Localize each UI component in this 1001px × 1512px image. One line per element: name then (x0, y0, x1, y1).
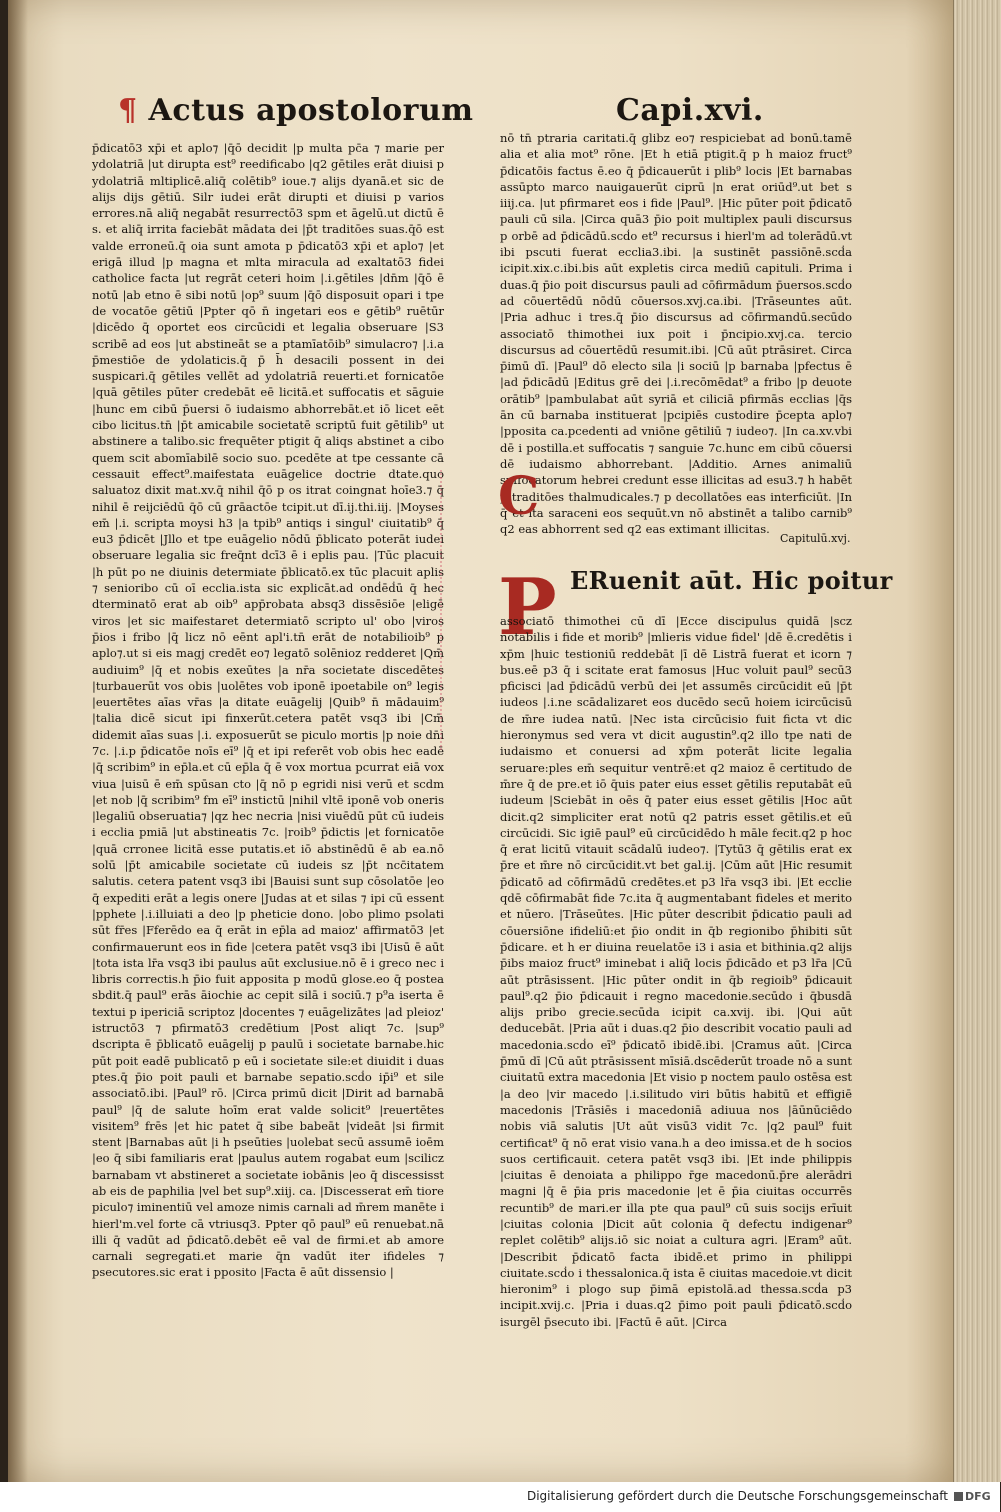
left-text-column: p̄dicatō3 xp̄i et aplo⁊ |q̄ō decidit |p multa pc̄a ⁊ marie per ydolatriā |ut dirupta est⁹ reedificabo |q2 gētiles erāt diuisi p ydolatriā mltiplicē.aliq̄ colētib⁹ ioue.⁊ alijs dyanā.et sic de alijs dijs gētiū. Silr iudei erāt dirupti et diuisi p varios errores.nā aliq̄ negabāt resurrectō3 spm et āgelū.ut dictū ē s. et aliq̄ irrita faciebāt mādata dei |p̄t traditōes suas.q̄ō est valde erroneū.q̄ oia sunt amota p p̄dicatō3 xp̄i et aplo⁊ |et erigā illud |p magna et mlta miracula ad exaltatō3 fidei catholice facta |ut regrāt ceteri hoim |.i.gētiles |dn̄m |q̄ō ē notū |ab etno ē sibi notū |op⁹ suum |q̄ō disposuit opari i tpe de vocatōe gētiū |Ppter qō n̄ ingetari eos e gētib⁹ ruētūr |dicēdo q̄ oportet eos circūcidi et legalia obseruare |S3 scribē ad eos |ut abstineāt se a ptamīatōib⁹ simulacro⁊ |.i.a p̄mestiōe de ydolaticis.q̄ p̄ h̄ desacili possent in dei suspicari.q̄ gētiles vellēt ad ydolatriā reuerti.et fornicatōe |quā gētiles pūter credebāt eē licitā.et suffocatis et sāguie |hunc em cibū p̄uersi ō iudaismo abhorrebāt.et iō licet eēt cibo licitus.tn̄ |p̄t amicabile societatē scriptū fuit gētilib⁹ ut abstinere a talibo.sic frequēter ptigit q̄ aliqs abstinet a cibo quem scit abomīabilē socio suo. pcedēte at tpe cessante cā cessauit effect⁹.maifestata euāgelice doctrie dtate.quo saluatoz dixit mat.xv.q̄ nihil q̄ō p os itrat coingnat hoīe3.⁊ q̄ nihil ē reijciēdū q̄ō cū grāactōe tcipit.ut dī.ij.thi.iij. |Moyses em̄ |.i. scripta moysi h3 |a tpib⁹ antiqs i singul' ciuitatib⁹ q̄ eu3 p̄dicēt |Jllo et tpe euāgelio nōdū p̄blicato poterāt iudei obseruare legalia sic freq̄nt dcī3 ē i eplis pau. |Tūc placuit |h pūt po ne diuinis determiate p̄blicatō.ex tūc placuit aplis ⁊ senioribo cū oī ecclia.ista sic explicāt.ad onḋēḋū q̄ hec dterminatō erat ab oib⁹ app̄robata absq3 dissēsiōe |eligē viros |et sic maifestaret determiatō scripto ul' obo |viros p̄ios i fribo |q̄ licz nō eēnt apl'i.tn̄ erāt de notabilioib⁹ p aplo⁊.ut si eis magj credēt eo⁊ legatō solēnioz redderet |Qm̄ audiuim⁹ |q̄ et nobis exeūtes |a nr̄a societate discedētes |turbauerūt vos obis |uolētes vob iponē ipoetabile on⁹ legis |euertētes aīas vr̄as |a ditate euāgelij |Quib⁹ n̄ mādauim⁹ |talia dicē sicut ipi finxerūt.cetera patēt vsq3 ibi |Cm̄ didemit aīas suas |.i. exposuerūt se piculo mortis |p noie dn̄i 7c. |.i.p p̄dicatōe noīs eī⁹ |q̄ et ipi referēt vob obis hec eadē |q̄ scribim⁹ in ep̄la.et cū ep̄la q̄ ē vox mortua pcurrat eiā vox viua |uisū ē em̄ spūsan cto |q̄ nō p egridi nisi verū et scdm |et nob |q̄ scribim⁹ fm eī⁹ instictū |nihil vltē iponē vob oneris |legaliū obseruatia⁊ |qz hec necria |nisi viuēdū pūt cū iudeis i ecclia pmiā |ut abstineatis 7c. |roib⁹ p̄dictis |et fornicatōe |quā crronee licitā esse putatis.et iō abstinēdū ē ab ea.nō solū |p̄t amicabile societate cū iudeis sz |p̄t ncc̄itatem salutis. cetera patent vsq3 ibi |Bauisi sunt sup cōsolatōe |eo q̄ expediti erāt a legis onere |Judas at et silas ⁊ ipi cū essent |pphete |.i.illuiati a deo |p pheticie dono. |obo plimo psolati sūt fr̄es |Fferēdo ea q̄ erāt in ep̄la ad maioz' affirmatō3 |et confirmauerunt eos in fide |cetera patēt vsq3 ibi |Uisū ē aūt |tota ista lr̄a vsq3 ibi paulus aūt exclusiue.nō ē i greco nec i libris correctis.h p̄io fuit apposita p modū glose.eo q̄ postea sbdit.q̄ paul⁹ erās āiochie ac cepit silā i sociū.⁊ p⁹a iserta ē textui p ipericiā scriptoz |docentes ⁊ euāgelizātes |ad pleioz' istructō3 ⁊ pfirmatō3 credētium |Post aliqt 7c. |sup⁹ dscripta ē p̄blicatō euāgelij p paulū i societate barnabe.hic pūt poit eadē publicatō p eū i societate sile:et diuidit i duas ptes.q̄ p̄io poit pauli et barnabe sepatio.scḋo ip̄i⁹ et sile associatō.ibi. |Paul⁹ rō. |Circa primū dicit |Dirit ad barnabā paul⁹ |q̄ de salute hoīm erat valde solicit⁹ |reuertētes visitem⁹ frēs |et hic patet q̄ sibe babeāt |videāt |si firmit stent |Barnabas aūt |i h pseūties |uolebat secū assumē ioēm |eo q̄ sibi familiaris erat |paulus autem rogabat eum |scilicz barnabam vt abstineret a societate iobānis |eo q̄ discessisst ab eis de paphilia |vel bet sup⁹.xiij. ca. |Discesserat em̄ tiore piculo⁊ iminentiū vel amoze nimis carnali ad m̄rem manēte i hierl'm.vel forte cā vtriusq3. Ppter qō paul⁹ eū renuebat.nā illi q̄ vadūt ad p̄dicatō.debēt eē val de firmi.et ab amore carnali segregati.et marie q̄n vadūt iter ifideles ⁊ psecutores.sic erat i pposito |Facta ē aūt dissensio | (92, 141, 444, 1280)
show-through-heading (98, 58, 378, 90)
running-head-right: Capi.xvi. (616, 93, 764, 128)
footer-credit: Digitalisierung gefördert durch die Deutsche Forschungsgemeinschaft (526, 1489, 948, 1503)
red-ink-trace (440, 470, 482, 750)
decorated-initial-a: C (498, 466, 540, 527)
dfg-logo-icon (954, 1488, 994, 1505)
digitization-footer (0, 1482, 1000, 1512)
section-title: ERuenit aūt. Hic poitur (570, 566, 893, 595)
decorated-initial-p: P (498, 562, 557, 653)
right-text-column-top: nō tn̄ ptraria caritati.q̄ glibz eo⁊ respiciebat ad bonū.tamē alia et alia mot⁹ rōne. |Et h etiā ptigit.q̄ p h maioz fruct⁹ p̄dicatōis factus ē.eo q̄ p̄dicauerūt i plib⁹ locis |Et barnabas assūpto marco nauigauerūt ciprū |n erat oriūd⁹.ut bet s iiij.ca. |ut pfirmaret eos i fide |Paul⁹. |Hic pūter poit p̄dicatō pauli cū sila. |Circa quā3 p̄io poit multiplex pauli discursus p orbē ad p̄dicādū.scḋo et⁹ recursus i hierl'm ad tolerādū.vt ibi pscuti fuerat ecclia3.ibi. |a sustinēt passiōnē.scḋa icipit.xix.c.ibi.bis aūt expletis circa mediū capituli. Prima i duas.q̄ p̄io poit discursus pauli ad cōfirmādum p̄uersos.scḋo ad cōuertēdū nōdū cōuersos.xvj.ca.ibi. |Trāseuntes aūt. |Pria adhuc i tres.q̄ p̄io discursus ad cōfirmandū.secūdo associatō thimothei iux poit i p̄ncipio.xvj.ca. tercio discursus ad cōuertēdū resumit.ibi. |Cū aūt ptrāsiret. Circa p̄imū dī. |Paul⁹ dō electo sila |i sociū |p barnaba |pfectus ē |ad p̄dicādū |Editus grē dei |.i.recōmēdat⁹ a fribo |p deuote orātib⁹ |pambulabat aūt syriā et ciliciā pfirmās ecclias |q̄s ān cū barnaba instituerat |pcipiēs custodire p̄cepta aplo⁊ |pposita ca.pcedenti ad vniōne gētiliū ⁊ iudeo⁊. |In ca.xv.vbi dē i postilla.et suffocatis ⁊ sanguie 7c.hunc em cibū cōuersi dē iudaismo abhorrebant. |Additio. Arnes animaliū suffocatorum hebrei credunt esse illicitas ad esu3.⁊ h habēt p traditōes thalmudicales.⁊ p decollatōes eas interficiūt. |In q̄ et ita saraceni eos sequūt.vn nō abstinēt a talibo carnib⁹ q2 eas abhorrent sed q2 eas extimant illicitas. (500, 131, 852, 537)
page-edges (953, 0, 1001, 1482)
spine-shadow (8, 0, 28, 1482)
chapter-tag: Capitulū.xvj. (780, 532, 851, 545)
right-text-column-bottom: associatō thimothei cū dī |Ecce discipulus quidā |scz notabilis i fide et morib⁹ |mlieris vidue fidel' |dē ē.credētis i xp̄m |huic testioniū reddebāt |ī dē Listrā fuerat et icorn ⁊ bus.eē p3 q̄ i scitate erat famosus |Huc voluit paul⁹ secū3 pficisci |ad p̄dicādū verbū dei |et assumēs circūcidit eū |p̄t iudeos |.i.ne scādalizaret eos ducēdo secū hoiem icircūcisū de m̄re iudea natū. |Nec ista circūcisio fuit ficta vt dic hieronymus sed vera vt dicit augustin⁹.q2 illo tpe nati de iudaismo et conuersi ad xp̄m poterāt licite legalia seruare:ples em̄ sequitur ventrē:et q2 maioz ē certitudo de m̄re q̄ de pre.et iō q̄uis pater eius esset gētilis reputabāt eū iudeum |Sciebāt in oēs q̄ pater eius esset gētilis |Hoc aūt dicit.q2 simpliciter erat notū q2 patris esset gētilis.et eū circūcidi. Sic igiē paul⁹ eū circūcidēdo h māle fecit.q2 p hoc q̄ erat licitū vitauit scādalū iudeo⁊. |Tytū3 q̄ gētilis erat ex p̄re et m̄re nō circūcidit.vt bet gal.ij. |Cūm aūt |Hic resumit p̄dicatō ad cōfirmādū credētes.et p3 lr̄a vsq3 ibi. |Et ecclie qdē cōfirmabāt fide 7c.ita q̄ augmentabant fideles et merito et nūero. |Trāseūtes. |Hic pūter describit p̄dicatio pauli ad cōuersiōne ifideliū:et p̄io ondit in q̄b regionibo p̄hibiti sūt p̄dicare. et h er diuina reuelatōe i3 i asia et bithinia.q2 alijs p̄ibs maioz fruct⁹ iminebat i aliq̄ locis p̄dicādo et p3 lr̄a |Cū aūt ptrāsissent. |Hic pūter ondit in q̄b regioib⁹ p̄dicauit paul⁹.q2 p̄io p̄dicauit i regno macedonie.secūdo i q̄busdā alijs pribo grecie.secūda icipit ca.xvij. ibi. |Qui aūt deducebāt. |Pria aūt i duas.q2 p̄io describit vocatio pauli ad macedonia.scḋo eī⁹ p̄dicatō ibidē.ibi. |Cramus aūt. |Circa p̄mū dī |Cū aūt ptrāsissent mīsiā.dscēderūt troade nō a sunt ciuitatū extra macedonia |Et visio p noctem paulo ostēsa est |a deo |vir macedo |.i.silitudo viri būtis habitū et effigiē macedonis |Trāsiēs i macedoniā adiuua nos |āūnūciēdo nobis viā salutis |Ut aūt visū3 vidit 7c. |q2 paul⁹ fuit certificat⁹ q̄ nō erat visio vana.h a deo imissa.et de h socios suos certificauit. cetera patēt vsq3 ibi. |Et inde philippis |ciuitas ē denoiata a philippo r̄ge macedonū.p̄re alerādri magni |q̄ ē p̄ia pris macedonie |et ē p̄ia ciuitas occurrēs recuntib⁹ de mari.er illa pte qua paul⁹ cū suis socijs erīuit |ciuitas colonia |Dicit aūt colonia q̄ defectu indigenar⁹ replet colētib⁹ alijs.iō sic noiat a cultura agri. |Eram⁹ aūt. |Describit p̄dicatō facta ibidē.et primo in philippi ciuitate.scḋo i thessalonica.q̄ ista ē ciuitas macedoie.vt dicit hieronim⁹ i plogo sup p̄imā epistolā.ad thessa.scḋa p3 incipit.xvij.c. |Pria i duas.q2 p̄imo poit pauli p̄dicatō.scḋo isurgēl p̄secuto ibi. |Factū ē aūt. |Circa (500, 614, 852, 1329)
running-head-left-text: Actus apostolorum (148, 93, 474, 128)
running-head-left (118, 93, 474, 128)
dfg-logo-text: DFG (965, 1490, 991, 1503)
paragraph-mark-icon: ¶ (118, 93, 138, 128)
